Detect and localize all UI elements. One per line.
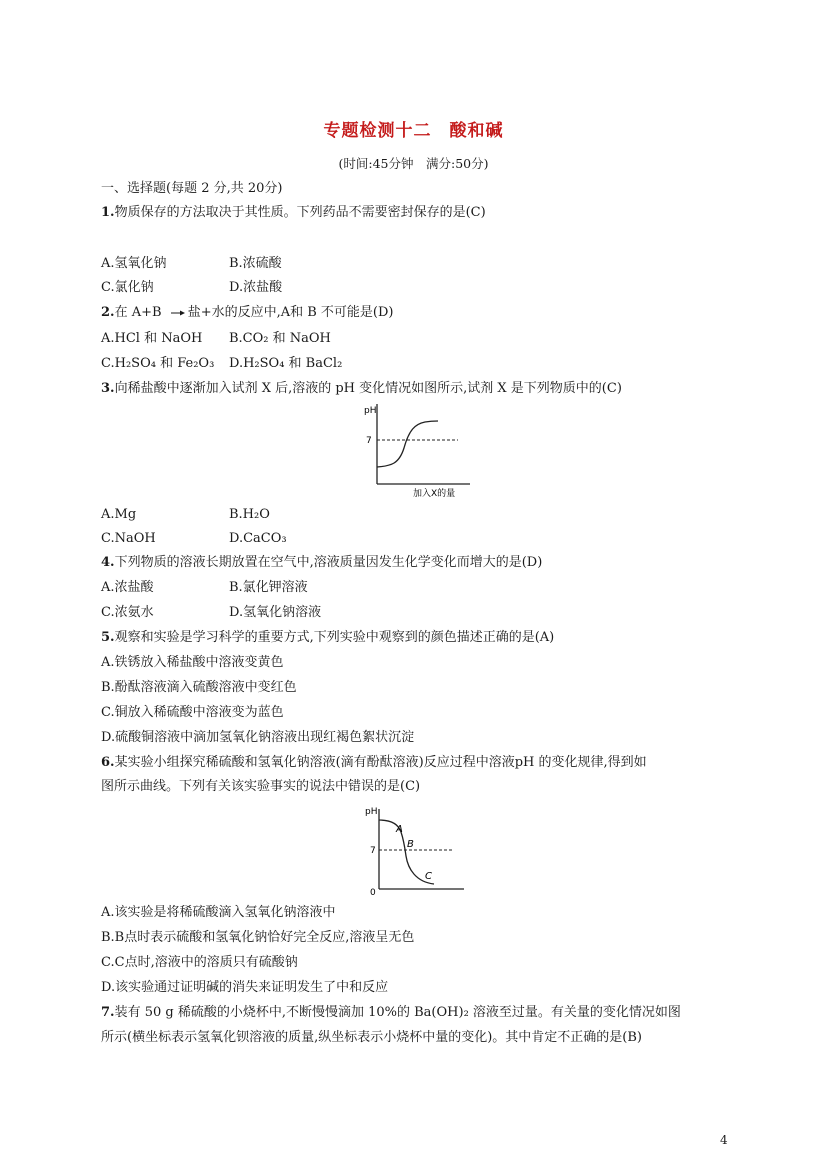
question-4 bbox=[101, 555, 542, 571]
y-axis-label: pH bbox=[365, 807, 378, 817]
point-b-label: B bbox=[407, 839, 414, 850]
question-text: 观察和实验是学习科学的重要方式,下列实验中观察到的颜色描述正确的是(A) bbox=[114, 630, 555, 645]
option-d: D.浓盐酸 bbox=[229, 280, 283, 295]
question-number: 7. bbox=[101, 1005, 115, 1020]
question-text-line1: 装有 50 g 稀硫酸的小烧杯中,不断慢慢滴加 10%的 Ba(OH)₂ 溶液至过量。有关量的变化情况如图 bbox=[114, 1005, 681, 1020]
option-b: B.酚酞溶液滴入硫酸溶液中变红色 bbox=[101, 680, 297, 695]
option-c: C.H₂SO₄ 和 Fe₂O₃ bbox=[101, 356, 215, 371]
question-5 bbox=[101, 630, 554, 646]
option-c: C.NaOH bbox=[101, 531, 156, 546]
option-b: B.B点时表示硫酸和氢氧化钠恰好完全反应,溶液呈无色 bbox=[101, 930, 415, 945]
option-b: B.浓硫酸 bbox=[229, 256, 282, 271]
option-d: D.氢氧化钠溶液 bbox=[229, 605, 322, 620]
question-number: 4. bbox=[101, 555, 115, 570]
point-a-label: A bbox=[396, 824, 403, 835]
option-a: A.氢氧化钠 bbox=[101, 256, 167, 271]
exam-info: (时间:45分钟 满分:50分) bbox=[338, 156, 489, 171]
page-title: 专题检测十二 酸和碱 bbox=[323, 121, 504, 141]
question-text-pre: 在 A+B bbox=[114, 305, 166, 320]
option-d: D.CaCO₃ bbox=[229, 531, 287, 546]
option-a: A.HCl 和 NaOH bbox=[101, 331, 203, 346]
arrow-icon bbox=[168, 308, 186, 318]
option-a: A.Mg bbox=[101, 507, 137, 522]
question-6 bbox=[101, 755, 647, 771]
question-number: 3. bbox=[101, 381, 115, 396]
origin-label: 0 bbox=[370, 888, 376, 897]
question-number: 6. bbox=[101, 755, 115, 770]
question-number: 5. bbox=[101, 630, 115, 645]
option-c: C.C点时,溶液中的溶质只有硫酸钠 bbox=[101, 955, 298, 970]
question-number: 2. bbox=[101, 305, 115, 320]
point-c-label: C bbox=[425, 871, 432, 882]
option-b: B.氯化钾溶液 bbox=[229, 580, 308, 595]
question-text-post: 盐+水的反应中,A和 B 不可能是(D) bbox=[187, 305, 394, 320]
option-c: C.浓氨水 bbox=[101, 605, 154, 620]
ph-curve-figure-q3 bbox=[355, 398, 475, 500]
option-a: A.该实验是将稀硫酸滴入氢氧化钠溶液中 bbox=[101, 905, 336, 920]
question-text: 下列物质的溶液长期放置在空气中,溶液质量因发生化学变化而增大的是(D) bbox=[114, 555, 543, 570]
question-1 bbox=[101, 205, 486, 221]
y-axis-label: pH bbox=[364, 406, 377, 416]
question-7 bbox=[101, 1005, 681, 1021]
question-2 bbox=[101, 305, 394, 321]
question-text: 物质保存的方法取决于其性质。下列药品不需要密封保存的是(C) bbox=[114, 205, 486, 220]
option-a: A.铁锈放入稀盐酸中溶液变黄色 bbox=[101, 655, 284, 670]
reference-label: 7 bbox=[366, 436, 372, 446]
question-6-line2: 图所示曲线。下列有关该实验事实的说法中错误的是(C) bbox=[101, 779, 421, 794]
page-number: 4 bbox=[720, 1133, 728, 1147]
option-a: A.浓盐酸 bbox=[101, 580, 154, 595]
ph-curve bbox=[377, 421, 438, 467]
ph-curve-figure-q6 bbox=[362, 799, 472, 897]
section-heading: 一、选择题(每题 2 分,共 20分) bbox=[101, 181, 283, 196]
option-c: C.氯化钠 bbox=[101, 280, 154, 295]
x-axis-label: 加入X的量 bbox=[413, 489, 456, 499]
option-d: D.该实验通过证明碱的消失来证明发生了中和反应 bbox=[101, 980, 389, 995]
question-7-line2: 所示(横坐标表示氢氧化钡溶液的质量,纵坐标表示小烧杯中量的变化)。其中肯定不正确的是(B) bbox=[101, 1030, 642, 1045]
option-d: D.硫酸铜溶液中滴加氢氧化钠溶液出现红褐色絮状沉淀 bbox=[101, 730, 415, 745]
option-b: B.H₂O bbox=[229, 507, 270, 522]
option-c: C.铜放入稀硫酸中溶液变为蓝色 bbox=[101, 705, 284, 720]
option-d: D.H₂SO₄ 和 BaCl₂ bbox=[229, 356, 343, 371]
reference-label: 7 bbox=[370, 846, 376, 856]
question-text-line1: 某实验小组探究稀硫酸和氢氧化钠溶液(滴有酚酞溶液)反应过程中溶液pH 的变化规律,得到如 bbox=[114, 755, 647, 770]
question-3 bbox=[101, 381, 622, 397]
question-text: 向稀盐酸中逐渐加入试剂 X 后,溶液的 pH 变化情况如图所示,试剂 X 是下列物质中的(C) bbox=[114, 381, 622, 396]
question-number: 1. bbox=[101, 205, 115, 220]
option-b: B.CO₂ 和 NaOH bbox=[229, 331, 331, 346]
